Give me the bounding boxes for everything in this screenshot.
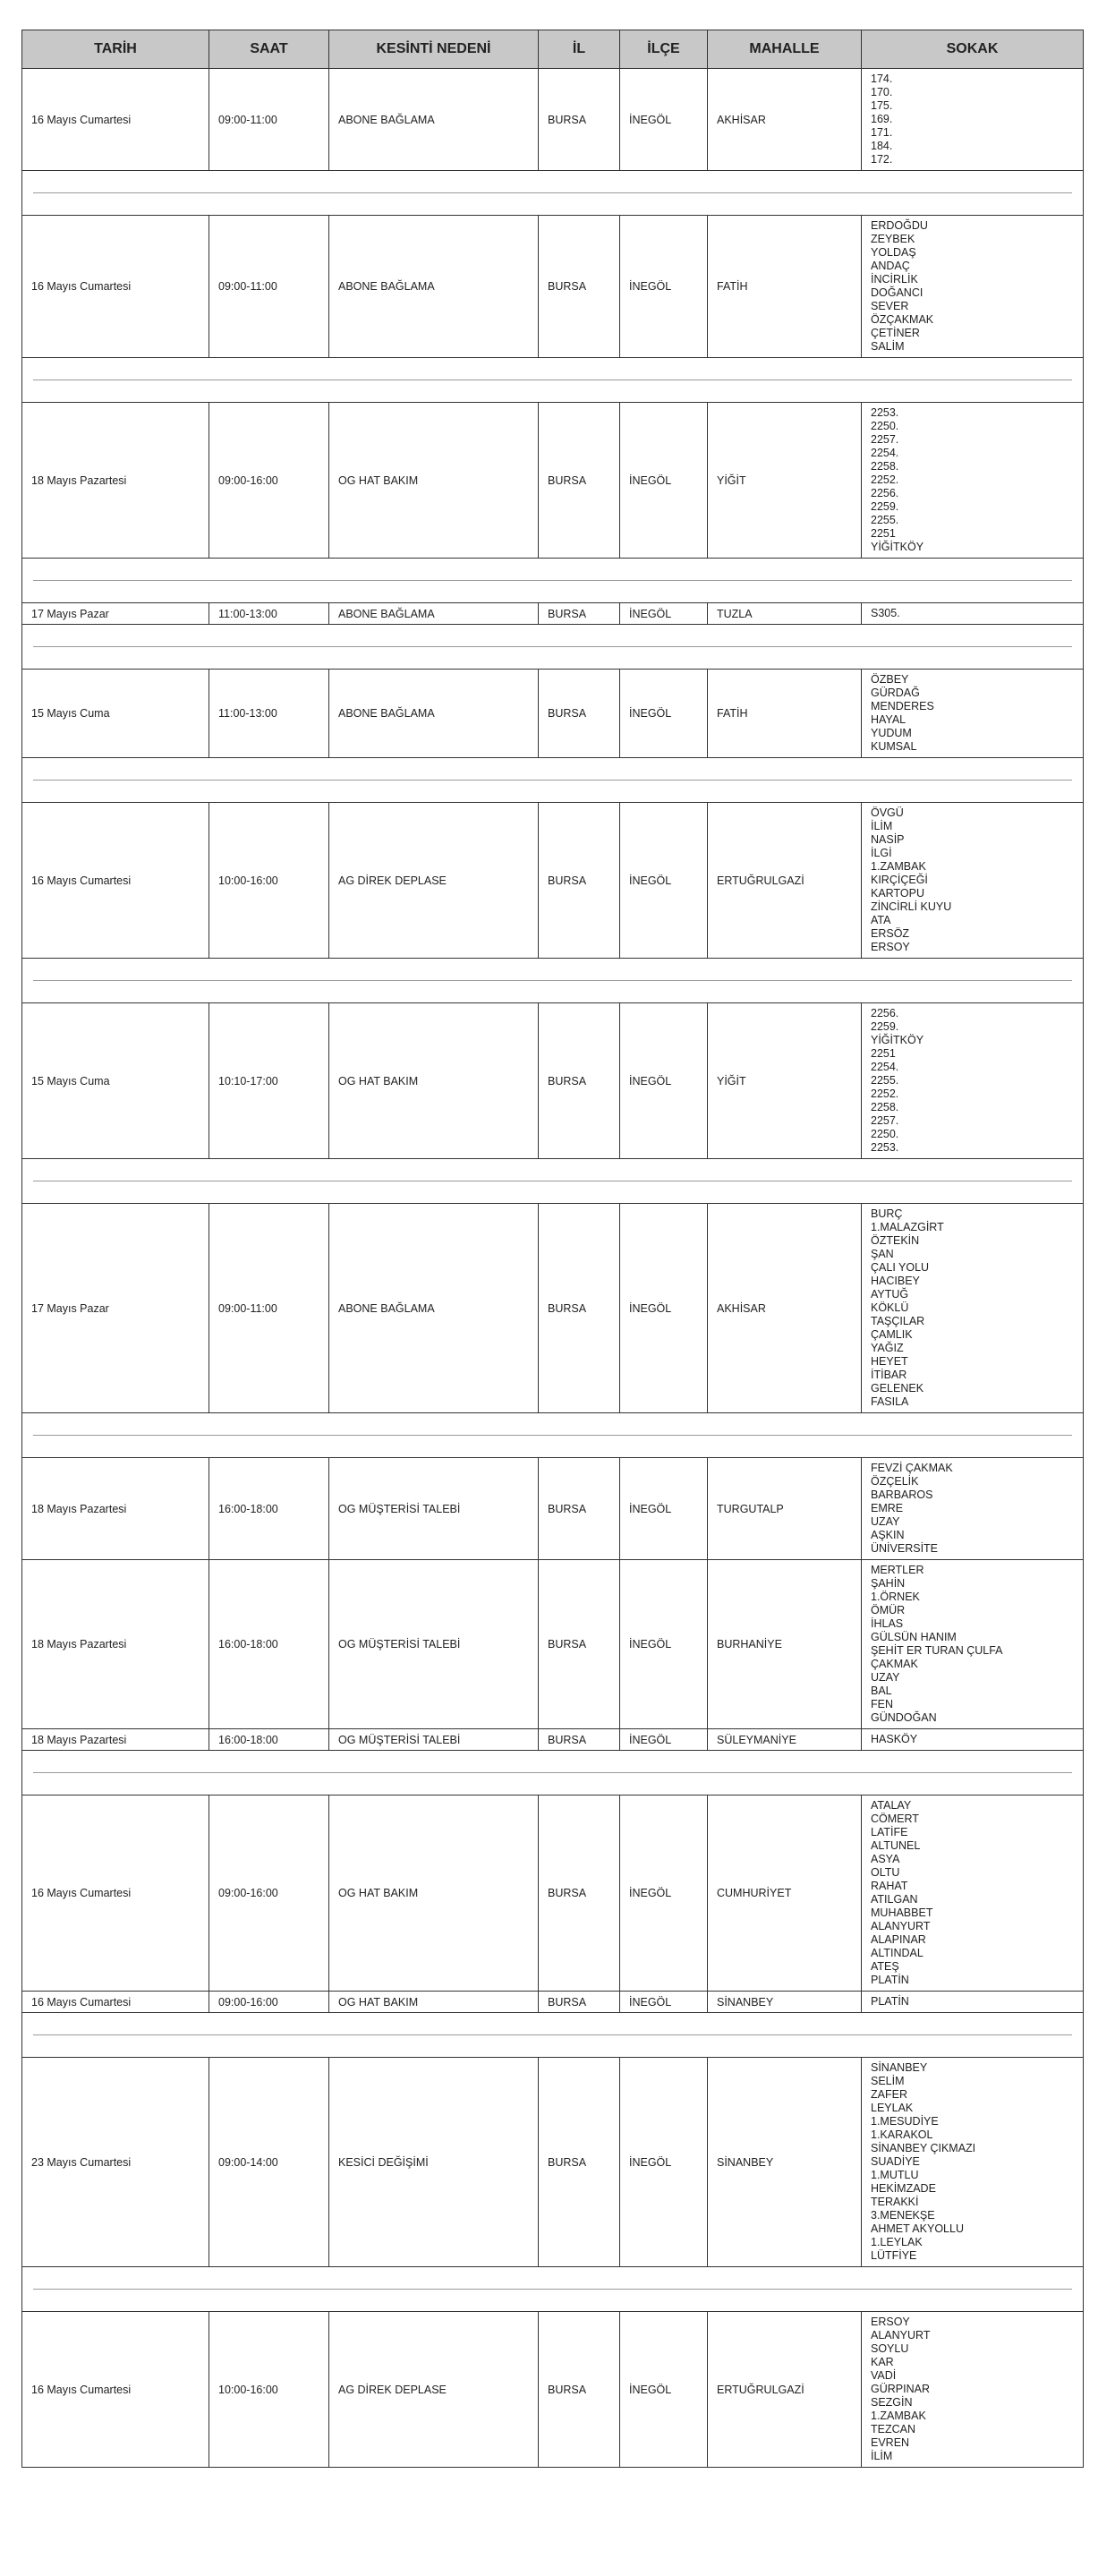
street-name: ERSOY	[871, 941, 910, 953]
table-row	[22, 216, 1084, 358]
street-name: İLİM	[871, 2450, 893, 2462]
street-name: 2251	[871, 527, 896, 540]
cell-ilce: İNEGÖL	[620, 1992, 708, 2013]
separator-cell	[22, 559, 1084, 603]
street-name: 2257.	[871, 1114, 899, 1127]
street-name: 2252.	[871, 473, 899, 486]
cell-ilce: İNEGÖL	[620, 1204, 708, 1413]
street-name: BURÇ	[871, 1207, 903, 1220]
separator-row	[22, 358, 1084, 403]
street-name: SOYLU	[871, 2342, 909, 2355]
street-name: MENDERES	[871, 700, 934, 712]
cell-sokak	[862, 1458, 1084, 1560]
street-name: ÖZBEY	[871, 673, 909, 686]
street-name: DOĞANCI	[871, 286, 924, 299]
street-name: GÜRPINAR	[871, 2383, 930, 2395]
cell-ilce: İNEGÖL	[620, 1003, 708, 1159]
table-row	[22, 403, 1084, 559]
street-name: ALAPINAR	[871, 1933, 926, 1946]
street-name: MERTLER	[871, 1564, 924, 1576]
outage-table	[21, 30, 1084, 2468]
table-row	[22, 2312, 1084, 2468]
street-name: PLATİN	[871, 1995, 909, 2008]
street-name: FEVZİ ÇAKMAK	[871, 1462, 953, 1474]
cell-tarih: 16 Mayıs Cumartesi	[22, 803, 209, 959]
divider	[33, 1772, 1072, 1773]
divider	[33, 1435, 1072, 1436]
cell-mahalle: ERTUĞRULGAZİ	[708, 803, 862, 959]
cell-ilce: İNEGÖL	[620, 1458, 708, 1560]
cell-ilce: İNEGÖL	[620, 603, 708, 625]
street-name: GÜLSÜN HANIM	[871, 1631, 957, 1643]
table-row	[22, 603, 1084, 625]
cell-il: BURSA	[539, 1796, 620, 1992]
street-name: HEYET	[871, 1355, 908, 1368]
cell-kesinti-nedeni: ABONE BAĞLAMA	[329, 69, 539, 171]
table-row	[22, 1560, 1084, 1729]
street-name: ERSOY	[871, 2316, 910, 2328]
cell-mahalle: FATİH	[708, 670, 862, 758]
street-name: 171.	[871, 126, 893, 139]
table-row	[22, 1729, 1084, 1751]
cell-sokak	[862, 1560, 1084, 1729]
street-name: ÖMÜR	[871, 1604, 906, 1616]
street-name: PLATİN	[871, 1974, 909, 1986]
street-name: ÖZÇAKMAK	[871, 313, 934, 326]
cell-il: BURSA	[539, 603, 620, 625]
street-name: ÇETİNER	[871, 327, 920, 339]
street-name: 1.MESUDİYE	[871, 2115, 939, 2128]
cell-sokak	[862, 1204, 1084, 1413]
cell-kesinti-nedeni: OG HAT BAKIM	[329, 1003, 539, 1159]
cell-mahalle: AKHİSAR	[708, 1204, 862, 1413]
separator-cell	[22, 358, 1084, 403]
street-name: SALİM	[871, 340, 905, 353]
street-name: 2253.	[871, 1141, 899, 1154]
separator-row	[22, 959, 1084, 1003]
cell-kesinti-nedeni: ABONE BAĞLAMA	[329, 1204, 539, 1413]
separator-cell	[22, 758, 1084, 803]
street-name: 172.	[871, 153, 893, 166]
separator-cell	[22, 171, 1084, 216]
street-name: ÖZTEKİN	[871, 1234, 920, 1247]
street-name: ERSÖZ	[871, 927, 910, 940]
street-name: ÇAKMAK	[871, 1658, 918, 1670]
street-name: AHMET AKYOLLU	[871, 2222, 964, 2235]
street-name: ALANYURT	[871, 2329, 931, 2341]
street-name: 2250.	[871, 420, 899, 432]
street-name: FEN	[871, 1698, 893, 1710]
cell-tarih: 23 Mayıs Cumartesi	[22, 2058, 209, 2267]
separator-cell	[22, 1159, 1084, 1204]
cell-mahalle: YİĞİT	[708, 1003, 862, 1159]
cell-tarih: 18 Mayıs Pazartesi	[22, 403, 209, 559]
cell-il: BURSA	[539, 2058, 620, 2267]
cell-kesinti-nedeni: AG DİREK DEPLASE	[329, 803, 539, 959]
table-header-row	[22, 30, 1084, 69]
street-name: HACIBEY	[871, 1275, 920, 1287]
cell-saat: 09:00-16:00	[209, 403, 329, 559]
cell-ilce: İNEGÖL	[620, 2312, 708, 2468]
street-name: OLTU	[871, 1866, 900, 1879]
cell-il: BURSA	[539, 1560, 620, 1729]
street-name: S305.	[871, 607, 900, 619]
street-name: HASKÖY	[871, 1733, 918, 1745]
cell-ilce: İNEGÖL	[620, 2058, 708, 2267]
street-name: İLGİ	[871, 847, 892, 859]
street-name: SEZGİN	[871, 2396, 913, 2409]
cell-ilce: İNEGÖL	[620, 216, 708, 358]
separator-row	[22, 1413, 1084, 1458]
cell-tarih: 16 Mayıs Cumartesi	[22, 216, 209, 358]
street-name: GELENEK	[871, 1382, 924, 1395]
cell-saat: 09:00-11:00	[209, 69, 329, 171]
street-name: NASİP	[871, 833, 905, 846]
street-name: 2259.	[871, 1020, 899, 1033]
header-il: İL	[539, 30, 620, 69]
cell-ilce: İNEGÖL	[620, 1560, 708, 1729]
street-name: KUMSAL	[871, 740, 917, 753]
street-name: KIRÇİÇEĞİ	[871, 874, 928, 886]
separator-row	[22, 1159, 1084, 1204]
street-name: 2253.	[871, 406, 899, 419]
street-name: 1.ZAMBAK	[871, 2410, 926, 2422]
table-body	[22, 69, 1084, 2468]
separator-cell	[22, 625, 1084, 670]
divider	[33, 646, 1072, 647]
street-name: FASILA	[871, 1395, 909, 1408]
street-name: TAŞÇILAR	[871, 1315, 925, 1327]
street-name: ALTUNEL	[871, 1839, 921, 1852]
table-row	[22, 1003, 1084, 1159]
divider	[33, 2289, 1072, 2290]
street-name: 2258.	[871, 460, 899, 473]
street-name: YİĞİTKÖY	[871, 1034, 924, 1046]
divider	[33, 2034, 1072, 2035]
street-name: KARTOPU	[871, 887, 924, 900]
street-name: 2257.	[871, 433, 899, 446]
street-name: TEZCAN	[871, 2423, 915, 2435]
cell-kesinti-nedeni: OG MÜŞTERİSİ TALEBİ	[329, 1458, 539, 1560]
street-name: KAR	[871, 2356, 894, 2368]
table-row	[22, 1204, 1084, 1413]
street-name: YUDUM	[871, 727, 912, 739]
street-name: 1.ÖRNEK	[871, 1591, 920, 1603]
cell-il: BURSA	[539, 1729, 620, 1751]
street-name: 3.MENEKŞE	[871, 2209, 935, 2222]
cell-tarih: 18 Mayıs Pazartesi	[22, 1458, 209, 1560]
cell-il: BURSA	[539, 1003, 620, 1159]
cell-kesinti-nedeni: KESİCİ DEĞİŞİMİ	[329, 2058, 539, 2267]
street-name: ATALAY	[871, 1799, 912, 1812]
street-name: ASYA	[871, 1853, 900, 1865]
street-name: İHLAS	[871, 1617, 904, 1630]
cell-sokak	[862, 403, 1084, 559]
cell-tarih: 18 Mayıs Pazartesi	[22, 1729, 209, 1751]
header-mahalle: MAHALLE	[708, 30, 862, 69]
street-name: UZAY	[871, 1671, 900, 1684]
cell-saat: 09:00-11:00	[209, 216, 329, 358]
street-name: ÖVGÜ	[871, 806, 904, 819]
cell-il: BURSA	[539, 803, 620, 959]
street-name: 169.	[871, 113, 893, 125]
street-name: YİĞİTKÖY	[871, 541, 924, 553]
street-name: LÜTFİYE	[871, 2249, 917, 2262]
street-name: ÇAMLIK	[871, 1328, 913, 1341]
separator-row	[22, 2013, 1084, 2058]
cell-kesinti-nedeni: OG MÜŞTERİSİ TALEBİ	[329, 1560, 539, 1729]
street-name: HEKİMZADE	[871, 2182, 936, 2195]
cell-mahalle: SİNANBEY	[708, 2058, 862, 2267]
cell-sokak	[862, 69, 1084, 171]
separator-row	[22, 171, 1084, 216]
street-name: YAĞIZ	[871, 1342, 904, 1354]
street-name: BAL	[871, 1685, 892, 1697]
cell-saat: 16:00-18:00	[209, 1560, 329, 1729]
cell-kesinti-nedeni: ABONE BAĞLAMA	[329, 216, 539, 358]
street-name: SEVER	[871, 300, 909, 312]
cell-il: BURSA	[539, 403, 620, 559]
street-name: GÜNDOĞAN	[871, 1711, 937, 1724]
cell-sokak	[862, 603, 1084, 625]
cell-kesinti-nedeni: AG DİREK DEPLASE	[329, 2312, 539, 2468]
street-name: 1.KARAKOL	[871, 2128, 933, 2141]
street-name: 1.ZAMBAK	[871, 860, 926, 873]
table-row	[22, 69, 1084, 171]
separator-row	[22, 625, 1084, 670]
street-name: ATILGAN	[871, 1893, 918, 1906]
street-name: 2256.	[871, 487, 899, 499]
street-name: ÇALI YOLU	[871, 1261, 930, 1274]
street-name: ERDOĞDU	[871, 219, 928, 232]
header-ilce: İLÇE	[620, 30, 708, 69]
street-name: 2254.	[871, 1061, 899, 1073]
table-row	[22, 1458, 1084, 1560]
cell-tarih: 15 Mayıs Cuma	[22, 1003, 209, 1159]
street-name: ANDAÇ	[871, 260, 910, 272]
separator-row	[22, 758, 1084, 803]
cell-mahalle: FATİH	[708, 216, 862, 358]
cell-sokak	[862, 803, 1084, 959]
street-name: HAYAL	[871, 713, 906, 726]
street-name: ALTINDAL	[871, 1947, 924, 1959]
street-name: TERAKKİ	[871, 2196, 919, 2208]
street-name: ŞAN	[871, 1248, 894, 1260]
cell-sokak	[862, 216, 1084, 358]
cell-kesinti-nedeni: OG MÜŞTERİSİ TALEBİ	[329, 1729, 539, 1751]
cell-saat: 11:00-13:00	[209, 670, 329, 758]
cell-sokak	[862, 670, 1084, 758]
cell-ilce: İNEGÖL	[620, 803, 708, 959]
street-name: SELİM	[871, 2075, 905, 2087]
cell-saat: 10:00-16:00	[209, 803, 329, 959]
cell-saat: 09:00-16:00	[209, 1992, 329, 2013]
cell-sokak	[862, 2058, 1084, 2267]
separator-row	[22, 1751, 1084, 1796]
cell-kesinti-nedeni: OG HAT BAKIM	[329, 1992, 539, 2013]
header-sokak: SOKAK	[862, 30, 1084, 69]
cell-il: BURSA	[539, 1992, 620, 2013]
street-name: BARBAROS	[871, 1488, 933, 1501]
cell-il: BURSA	[539, 2312, 620, 2468]
cell-saat: 10:00-16:00	[209, 2312, 329, 2468]
street-name: YOLDAŞ	[871, 246, 916, 259]
separator-cell	[22, 2013, 1084, 2058]
cell-mahalle: SİNANBEY	[708, 1992, 862, 2013]
cell-il: BURSA	[539, 670, 620, 758]
street-name: 184.	[871, 140, 893, 152]
cell-tarih: 17 Mayıs Pazar	[22, 1204, 209, 1413]
cell-kesinti-nedeni: ABONE BAĞLAMA	[329, 603, 539, 625]
street-name: SİNANBEY ÇIKMAZI	[871, 2142, 976, 2154]
cell-sokak	[862, 1003, 1084, 1159]
cell-saat: 16:00-18:00	[209, 1458, 329, 1560]
cell-kesinti-nedeni: OG HAT BAKIM	[329, 403, 539, 559]
street-name: ZEYBEK	[871, 233, 915, 245]
table-row	[22, 803, 1084, 959]
street-name: ATEŞ	[871, 1960, 899, 1973]
street-name: 174.	[871, 73, 893, 85]
cell-mahalle: SÜLEYMANİYE	[708, 1729, 862, 1751]
street-name: ZİNCİRLİ KUYU	[871, 900, 952, 913]
divider	[33, 192, 1072, 193]
separator-row	[22, 2267, 1084, 2312]
street-name: KÖKLÜ	[871, 1301, 909, 1314]
separator-cell	[22, 1413, 1084, 1458]
cell-saat: 11:00-13:00	[209, 603, 329, 625]
cell-ilce: İNEGÖL	[620, 670, 708, 758]
cell-mahalle: TURGUTALP	[708, 1458, 862, 1560]
street-name: 175.	[871, 99, 893, 112]
separator-cell	[22, 959, 1084, 1003]
cell-mahalle: AKHİSAR	[708, 69, 862, 171]
cell-tarih: 16 Mayıs Cumartesi	[22, 1992, 209, 2013]
cell-il: BURSA	[539, 1204, 620, 1413]
cell-sokak	[862, 1992, 1084, 2013]
cell-mahalle: BURHANİYE	[708, 1560, 862, 1729]
street-name: 2259.	[871, 500, 899, 513]
cell-ilce: İNEGÖL	[620, 403, 708, 559]
street-name: MUHABBET	[871, 1906, 933, 1919]
cell-ilce: İNEGÖL	[620, 1796, 708, 1992]
street-name: ZAFER	[871, 2088, 907, 2101]
street-name: ATA	[871, 914, 891, 926]
divider	[33, 980, 1072, 981]
street-name: 2251	[871, 1047, 896, 1060]
street-name: ŞEHİT ER TURAN ÇULFA	[871, 1644, 1003, 1657]
cell-il: BURSA	[539, 1458, 620, 1560]
divider	[33, 580, 1072, 581]
street-name: AŞKIN	[871, 1529, 905, 1541]
cell-saat: 16:00-18:00	[209, 1729, 329, 1751]
street-name: GÜRDAĞ	[871, 687, 920, 699]
street-name: 2256.	[871, 1007, 899, 1019]
cell-sokak	[862, 1729, 1084, 1751]
cell-tarih: 16 Mayıs Cumartesi	[22, 2312, 209, 2468]
table-row	[22, 2058, 1084, 2267]
street-name: İTİBAR	[871, 1369, 907, 1381]
cell-sokak	[862, 1796, 1084, 1992]
street-name: 1.LEYLAK	[871, 2236, 923, 2248]
header-saat: SAAT	[209, 30, 329, 69]
street-name: 2255.	[871, 1074, 899, 1087]
street-name: İLİM	[871, 820, 893, 832]
table-row	[22, 1796, 1084, 1992]
header-tarih: TARİH	[22, 30, 209, 69]
cell-tarih: 18 Mayıs Pazartesi	[22, 1560, 209, 1729]
street-name: CÖMERT	[871, 1813, 919, 1825]
cell-il: BURSA	[539, 216, 620, 358]
table-row	[22, 670, 1084, 758]
street-name: ALANYURT	[871, 1920, 931, 1932]
street-name: SİNANBEY	[871, 2061, 928, 2074]
cell-tarih: 16 Mayıs Cumartesi	[22, 69, 209, 171]
street-name: VADİ	[871, 2369, 897, 2382]
cell-ilce: İNEGÖL	[620, 69, 708, 171]
cell-ilce: İNEGÖL	[620, 1729, 708, 1751]
street-name: 2252.	[871, 1088, 899, 1100]
street-name: 2250.	[871, 1128, 899, 1140]
cell-tarih: 16 Mayıs Cumartesi	[22, 1796, 209, 1992]
cell-tarih: 17 Mayıs Pazar	[22, 603, 209, 625]
street-name: 170.	[871, 86, 893, 98]
cell-saat: 09:00-11:00	[209, 1204, 329, 1413]
separator-cell	[22, 2267, 1084, 2312]
cell-il: BURSA	[539, 69, 620, 171]
separator-cell	[22, 1751, 1084, 1796]
street-name: EMRE	[871, 1502, 904, 1514]
street-name: 2254.	[871, 447, 899, 459]
separator-row	[22, 559, 1084, 603]
street-name: SUADİYE	[871, 2155, 920, 2168]
cell-mahalle: TUZLA	[708, 603, 862, 625]
street-name: ÖZÇELİK	[871, 1475, 919, 1488]
street-name: LEYLAK	[871, 2102, 914, 2114]
cell-kesinti-nedeni: ABONE BAĞLAMA	[329, 670, 539, 758]
cell-mahalle: ERTUĞRULGAZİ	[708, 2312, 862, 2468]
header-kesinti-nedeni: KESİNTİ NEDENİ	[329, 30, 539, 69]
cell-saat: 10:10-17:00	[209, 1003, 329, 1159]
street-name: 1.MALAZGİRT	[871, 1221, 944, 1233]
street-name: EVREN	[871, 2436, 910, 2449]
street-name: 2255.	[871, 514, 899, 526]
cell-sokak	[862, 2312, 1084, 2468]
street-name: UZAY	[871, 1515, 900, 1528]
street-name: 2258.	[871, 1101, 899, 1113]
table-row	[22, 1992, 1084, 2013]
street-name: İNCİRLİK	[871, 273, 918, 286]
cell-mahalle: CUMHURİYET	[708, 1796, 862, 1992]
street-name: ÜNİVERSİTE	[871, 1542, 939, 1555]
cell-kesinti-nedeni: OG HAT BAKIM	[329, 1796, 539, 1992]
cell-saat: 09:00-14:00	[209, 2058, 329, 2267]
street-name: LATİFE	[871, 1826, 908, 1838]
street-name: RAHAT	[871, 1880, 908, 1892]
street-name: AYTUĞ	[871, 1288, 909, 1301]
cell-mahalle: YİĞİT	[708, 403, 862, 559]
street-name: ŞAHİN	[871, 1577, 906, 1590]
cell-saat: 09:00-16:00	[209, 1796, 329, 1992]
street-name: 1.MUTLU	[871, 2169, 919, 2181]
cell-tarih: 15 Mayıs Cuma	[22, 670, 209, 758]
